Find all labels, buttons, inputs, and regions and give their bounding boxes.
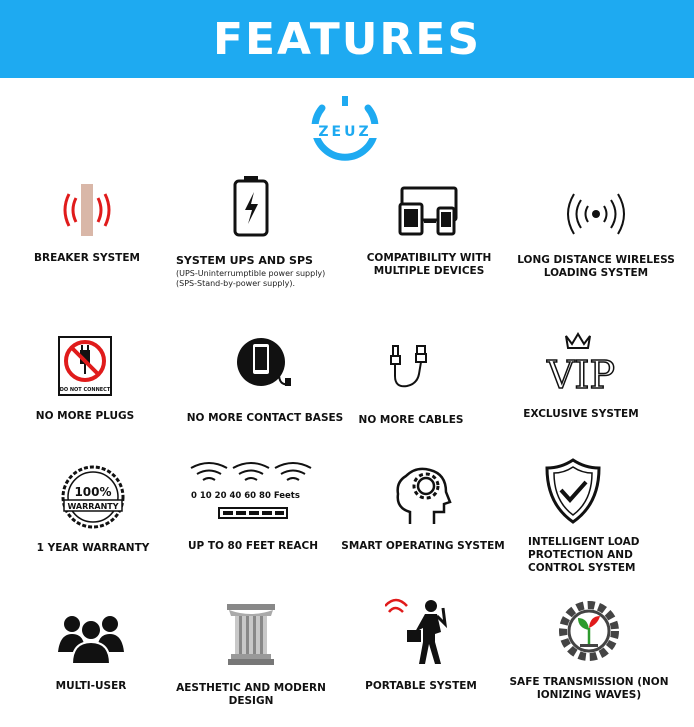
feature-design xyxy=(166,602,336,708)
feature-no-plugs xyxy=(0,336,170,423)
feature-multi-user xyxy=(6,610,176,693)
feature-label: LONG DISTANCE WIRELESS LOADING SYSTEM xyxy=(517,254,675,279)
feature-label: SYSTEM UPS AND SPS xyxy=(176,254,313,267)
feature-label: 1 YEAR WARRANTY xyxy=(36,542,150,554)
gear-leaf-icon xyxy=(556,598,622,664)
feature-compat xyxy=(344,186,514,278)
badge-percent: 100% xyxy=(74,485,112,499)
charging-pad-icon xyxy=(235,334,295,394)
feature-portable xyxy=(336,598,506,693)
feature-safe xyxy=(504,598,674,702)
feature-no-bases xyxy=(180,334,350,425)
feature-protection xyxy=(498,458,648,575)
logo-text: ZEUZ xyxy=(318,124,372,140)
feature-label: NO MORE CABLES xyxy=(358,414,464,426)
vip-text: VIP xyxy=(546,353,616,394)
feature-label: AESTHETIC AND MODERN DESIGN xyxy=(176,682,326,707)
feature-label: NO MORE CONTACT BASES xyxy=(186,412,344,424)
feature-breaker xyxy=(2,180,172,265)
feature-label: EXCLUSIVE SYSTEM xyxy=(523,408,639,420)
range-wifi-icon xyxy=(187,460,319,526)
feature-label: BREAKER SYSTEM xyxy=(34,252,140,264)
vip-crown-icon xyxy=(546,332,616,394)
warranty-badge-icon xyxy=(60,464,126,530)
feature-smart-os xyxy=(338,462,508,553)
feature-label: SMART OPERATING SYSTEM xyxy=(341,540,505,552)
usb-cable-icon xyxy=(381,342,441,392)
feature-exclusive xyxy=(496,332,666,421)
wireless-signal-icon xyxy=(564,192,628,236)
feature-warranty xyxy=(8,464,178,555)
person-phone-icon xyxy=(385,598,457,666)
sign-text: DO NOT CONNECT xyxy=(59,387,111,393)
feature-label: SAFE TRANSMISSION (NON IONIZING WAVES) xyxy=(509,676,669,701)
feature-label: NO MORE PLUGS xyxy=(35,410,135,422)
header-banner xyxy=(0,0,694,78)
feature-label: PORTABLE SYSTEM xyxy=(365,680,477,692)
head-gear-icon xyxy=(390,462,456,526)
shield-check-icon xyxy=(545,458,601,524)
feature-label: MULTI-USER xyxy=(55,680,127,692)
users-icon xyxy=(58,610,124,666)
feature-label: UP TO 80 FEET REACH xyxy=(187,540,319,552)
feature-no-cables xyxy=(326,342,496,427)
column-icon xyxy=(225,602,277,666)
feature-ups xyxy=(176,174,326,289)
no-plug-icon xyxy=(58,336,112,396)
feature-label: INTELLIGENT LOAD PROTECTION AND CONTROL SYSTEM xyxy=(528,536,640,574)
feature-wireless xyxy=(506,192,686,280)
zeuz-logo xyxy=(300,96,390,162)
feature-reach xyxy=(178,460,328,553)
battery-bolt-icon xyxy=(226,174,276,238)
breaker-waves-icon xyxy=(52,180,122,240)
badge-word: WARRANTY xyxy=(67,502,119,511)
range-scale: 0 10 20 40 60 80 Feets xyxy=(191,491,300,501)
feature-subtext: (UPS-Uninterrumptible power supply) (SPS-Stand-by-power supply). xyxy=(176,269,326,288)
feature-label: COMPATIBILITY WITH MULTIPLE DEVICES xyxy=(366,252,492,277)
devices-icon xyxy=(398,186,460,236)
page-title: FEATURES xyxy=(212,13,482,65)
